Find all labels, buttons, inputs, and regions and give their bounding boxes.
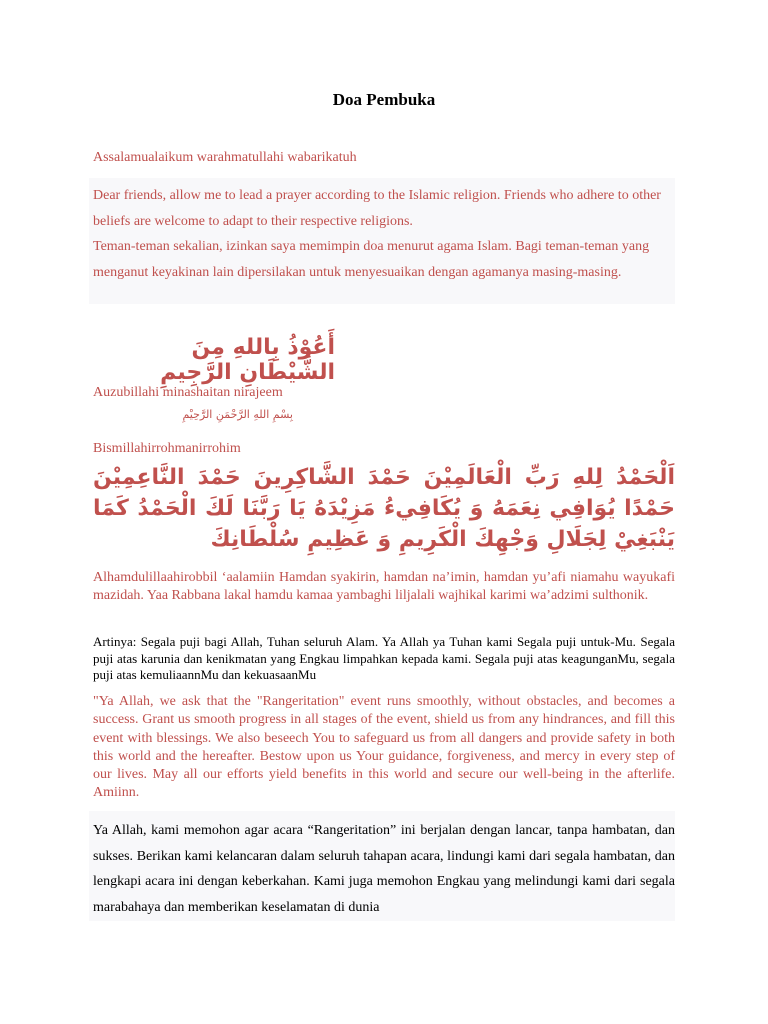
basmalah-transliteration: Bismillahirrohmanirrohim: [93, 441, 241, 456]
prayer-english: "Ya Allah, we ask that the "Rangeritation" event runs smoothly, without obstacles, and becomes a success. Grant us smooth progress in all stages of the event, shield us from any hindrances, and fill this event with blessings. We also beseech You to safeguard us from all dangers and provide safety in both this world and the hereafter. Bestow upon us Your guidance, forgiveness, and mercy in every step of our lives. May all our efforts yield benefits in this world and secure our well-being in the afterlife. Amiinn.: [93, 694, 675, 801]
intro-indonesian: Teman-teman sekalian, izinkan saya memimpin doa menurut agama Islam. Bagi teman-teman yang menganut keyakinan lain dipersilakan untuk menyesuaikan dengan agamanya masing-masing.: [93, 239, 650, 280]
hamdalah-transliteration: Alhamdulillaahirobbil ‘aalamiin Hamdan syakirin, hamdan na’imin, hamdan yu’afi niamahu wayukafi mazidah. Yaa Rabbana lakal hamdu kamaa yambaghi liljalali wajhikal karimi wa’adzimi sulthonik.: [93, 570, 675, 603]
taawudz-transliteration: Auzubillahi minashaitan nirajeem: [93, 385, 283, 400]
intro-english: Dear friends, allow me to lead a prayer according to the Islamic religion. Friends who adhere to other beliefs are welcome to adapt to their respective religions.: [93, 188, 661, 229]
salam-greeting: Assalamualaikum warahmatullahi wabarikatuh: [93, 150, 357, 165]
taawudz-arabic: أَعُوْذُ بِاللهِ مِنَ الشَّيْطَانِ الرَّجِيمِ: [160, 335, 335, 385]
intro-block: [89, 178, 675, 304]
prayer-indonesian: Ya Allah, kami memohon agar acara “Rangeritation” ini berjalan dengan lancar, tanpa hambatan, dan sukses. Berikan kami kelancaran dalam seluruh tahapan acara, lindungi kami dari segala hambatan, dan lengkapi acara ini dengan keberkahan. Kami juga memohon Engkau yang melindungi kami dari segala marabahaya dan memberikan keselamatan di dunia: [89, 811, 675, 921]
hamdalah-meaning: Artinya: Segala puji bagi Allah, Tuhan seluruh Alam. Ya Allah ya Tuhan kami Segala puji untuk-Mu. Segala puji atas karunia dan kenikmatan yang Engkau limpahkan kepada kami. Segala puji atas keagunganMu, segala puji atas kemuliaannMu dan kekuasaanMu: [93, 634, 675, 682]
basmalah-arabic: بِسْمِ اللهِ الرَّحْمَنِ الرَّحِيْمِ: [182, 408, 293, 421]
hamdalah-arabic: اَلْحَمْدُ لِلهِ رَبِّ الْعَالَمِيْنَ حَمْدَ الشَّاكِرِينَ حَمْدَ النَّاعِمِيْنَ حَمْدًا يُوَافِي نِعَمَهُ وَ يُكَافِيءُ مَزِيْدَهُ يَا رَبَّنَا لَكَ الْحَمْدُ كَمَا يَنْبَغِيْ لِجَلَالِ وَجْهِكَ الْكَرِيمِ وَ عَظِيمِ سُلْطَانِكَ: [93, 465, 675, 552]
page-title: Doa Pembuka: [332, 90, 436, 109]
